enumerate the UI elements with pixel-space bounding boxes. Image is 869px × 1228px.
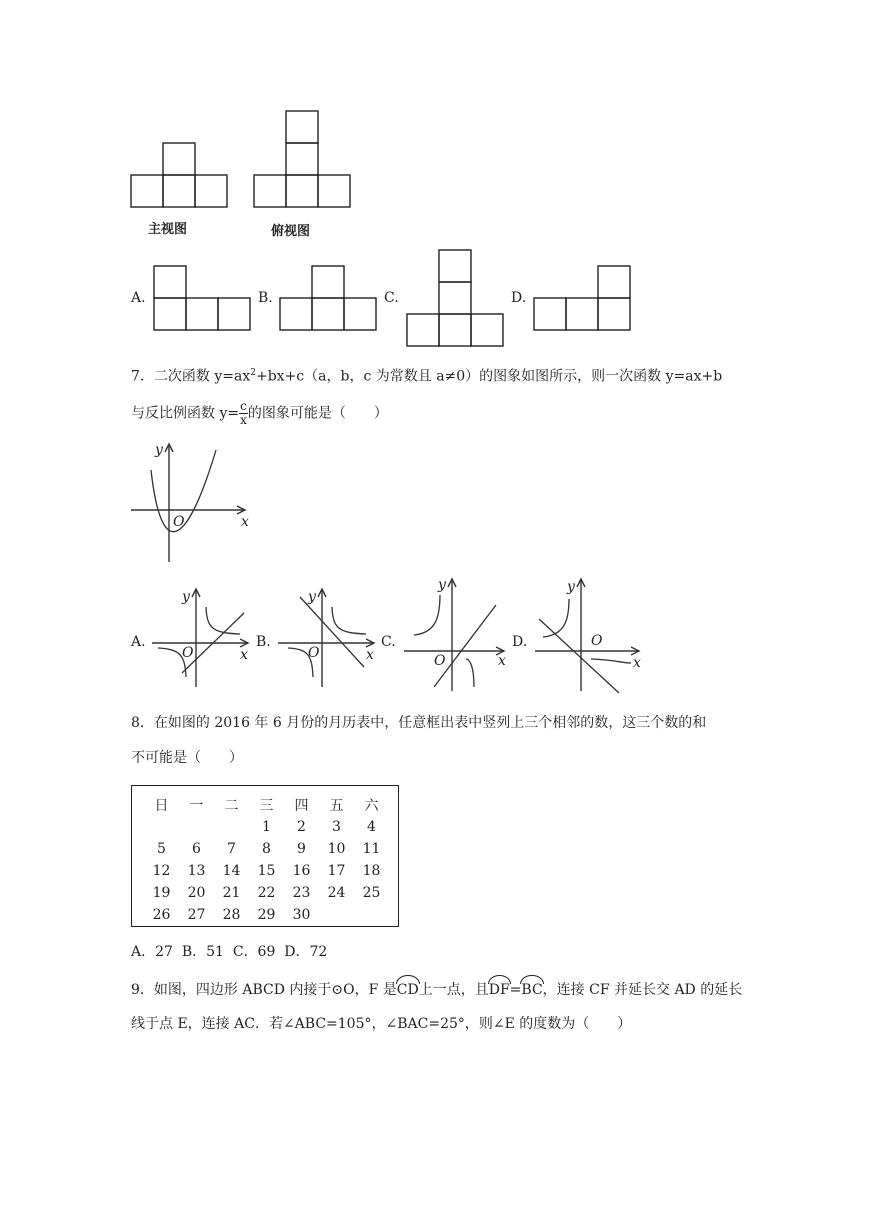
june-calendar: [131, 785, 399, 927]
q8-answer-options[interactable]: A．27 B．51 C．69 D．72: [131, 944, 328, 960]
q7-option-b-graph[interactable]: [278, 583, 378, 689]
calendar-cell: 5: [157, 841, 166, 857]
origin-label: O: [434, 653, 446, 669]
q7-option-b-label[interactable]: B.: [256, 634, 271, 650]
q7-option-a-label[interactable]: A.: [131, 634, 146, 650]
calendar-cell: 4: [367, 819, 376, 835]
calendar-cell: 20: [187, 885, 206, 901]
weekday-header: 日: [154, 798, 169, 814]
q6-option-a-label[interactable]: A.: [131, 290, 146, 306]
weekday-header: 二: [224, 798, 239, 814]
q8-question-line1: 8．在如图的 2016 年 6 月份的月历表中，任意框出表中竖列上三个相邻的数，这三个数的和: [131, 715, 707, 731]
calendar-cell: 8: [262, 841, 271, 857]
calendar-cell: 9: [297, 841, 306, 857]
q7-option-c-label[interactable]: C.: [381, 634, 396, 650]
calendar-cell: 14: [222, 863, 241, 879]
origin-label: O: [308, 645, 320, 661]
calendar-row: [144, 860, 389, 882]
calendar-cell: 11: [362, 841, 381, 857]
calendar-cell: 22: [257, 885, 276, 901]
calendar-cell: [179, 816, 214, 838]
calendar-cell: 21: [222, 885, 241, 901]
q6-option-d-label[interactable]: D.: [511, 290, 527, 306]
axis-x-label: x: [241, 514, 249, 530]
calendar-cell: [214, 816, 249, 838]
q7-option-c-graph[interactable]: [404, 575, 512, 693]
calendar-row: [144, 838, 389, 860]
calendar-cell: 28: [222, 907, 241, 923]
calendar-cell: 17: [327, 863, 346, 879]
weekday-header: 三: [259, 798, 274, 814]
arc-bc: BC: [521, 982, 543, 998]
q7-option-d-label[interactable]: D.: [512, 634, 528, 650]
calendar-cell: 23: [292, 885, 311, 901]
q9-question-line2: 线于点 E，连接 AC．若∠ABC=105°，∠BAC=25°，则∠E 的度数为（ ）: [131, 1016, 632, 1032]
q6-option-c-label[interactable]: C.: [384, 290, 399, 306]
axis-x-label: x: [633, 655, 641, 671]
q8-question-line2: 不可能是（ ）: [131, 750, 243, 766]
top-view-figure: [254, 111, 354, 209]
calendar-cell: 30: [292, 907, 311, 923]
weekday-header: 六: [364, 798, 379, 814]
calendar-cell: 6: [192, 841, 201, 857]
weekday-header: 一: [189, 798, 204, 814]
weekday-header: 五: [329, 798, 344, 814]
axis-x-label: x: [240, 647, 248, 663]
calendar-cell: 1: [262, 819, 271, 835]
q6-option-b-label[interactable]: B.: [258, 290, 273, 306]
axis-y-label: y: [155, 442, 163, 458]
q6-option-c-figure[interactable]: [407, 250, 507, 348]
calendar-cell: 26: [152, 907, 171, 923]
calendar-cell: 13: [187, 863, 206, 879]
weekday-header: 四: [294, 798, 309, 814]
q7-question-line1: 7．二次函数 $y=ax^2+bx+c(a$，b，c 为常数且 a≠0）的图象如图所示，则一次函数 y=ax+b: [131, 368, 723, 385]
q7-question-line2: 与反比例函数 y= $\frac{c}{x}$ 的图象可能是（ ）: [131, 399, 388, 427]
calendar-cell: 15: [257, 863, 276, 879]
q7-option-a-graph[interactable]: [152, 583, 252, 689]
axis-x-label: x: [498, 653, 506, 669]
q6-option-d-figure[interactable]: [534, 266, 634, 332]
arc-df: DF: [488, 982, 510, 998]
top-view-label: 俯视图: [271, 224, 311, 239]
axis-x-label: x: [366, 647, 374, 663]
origin-label: O: [173, 514, 185, 530]
parabola-graph: [131, 440, 251, 565]
calendar-cell: 7: [227, 841, 236, 857]
calendar-cell: 12: [152, 863, 171, 879]
fraction-c-over-x: $\frac{c}{x}$: [240, 399, 247, 427]
q7-option-d-graph[interactable]: [535, 575, 645, 693]
axis-y-label: y: [308, 589, 316, 605]
q6-option-b-figure[interactable]: [280, 266, 380, 332]
axis-y-label: y: [182, 589, 190, 605]
calendar-cell: [144, 816, 179, 838]
calendar-cell: 25: [362, 885, 381, 901]
calendar-cell: 19: [152, 885, 171, 901]
front-view-figure: [131, 143, 231, 209]
calendar-cell: 2: [297, 819, 306, 835]
calendar-cell: [319, 904, 354, 926]
calendar-row: [144, 882, 389, 904]
calendar-cell: 24: [327, 885, 346, 901]
origin-label: O: [591, 633, 603, 649]
calendar-cell: 10: [327, 841, 346, 857]
calendar-header-row: [144, 794, 389, 816]
calendar-cell: 29: [257, 907, 276, 923]
origin-label: O: [182, 645, 194, 661]
arc-cd: CD: [396, 982, 419, 998]
calendar-cell: [354, 904, 389, 926]
axis-y-label: y: [438, 577, 446, 593]
calendar-cell: 3: [332, 819, 341, 835]
axis-y-label: y: [567, 579, 575, 595]
q6-option-a-figure[interactable]: [154, 266, 254, 332]
calendar-row: [144, 816, 389, 838]
calendar-cell: 18: [362, 863, 381, 879]
calendar-row: [144, 904, 389, 926]
q9-question-line1: 9．如图，四边形 ABCD 内接于⊙O，F 是CD上一点，且DF=BC，连接 CF 并延长交 AD 的延长: [131, 982, 743, 998]
front-view-label: 主视图: [148, 222, 188, 237]
calendar-cell: 27: [187, 907, 206, 923]
calendar-cell: 16: [292, 863, 311, 879]
